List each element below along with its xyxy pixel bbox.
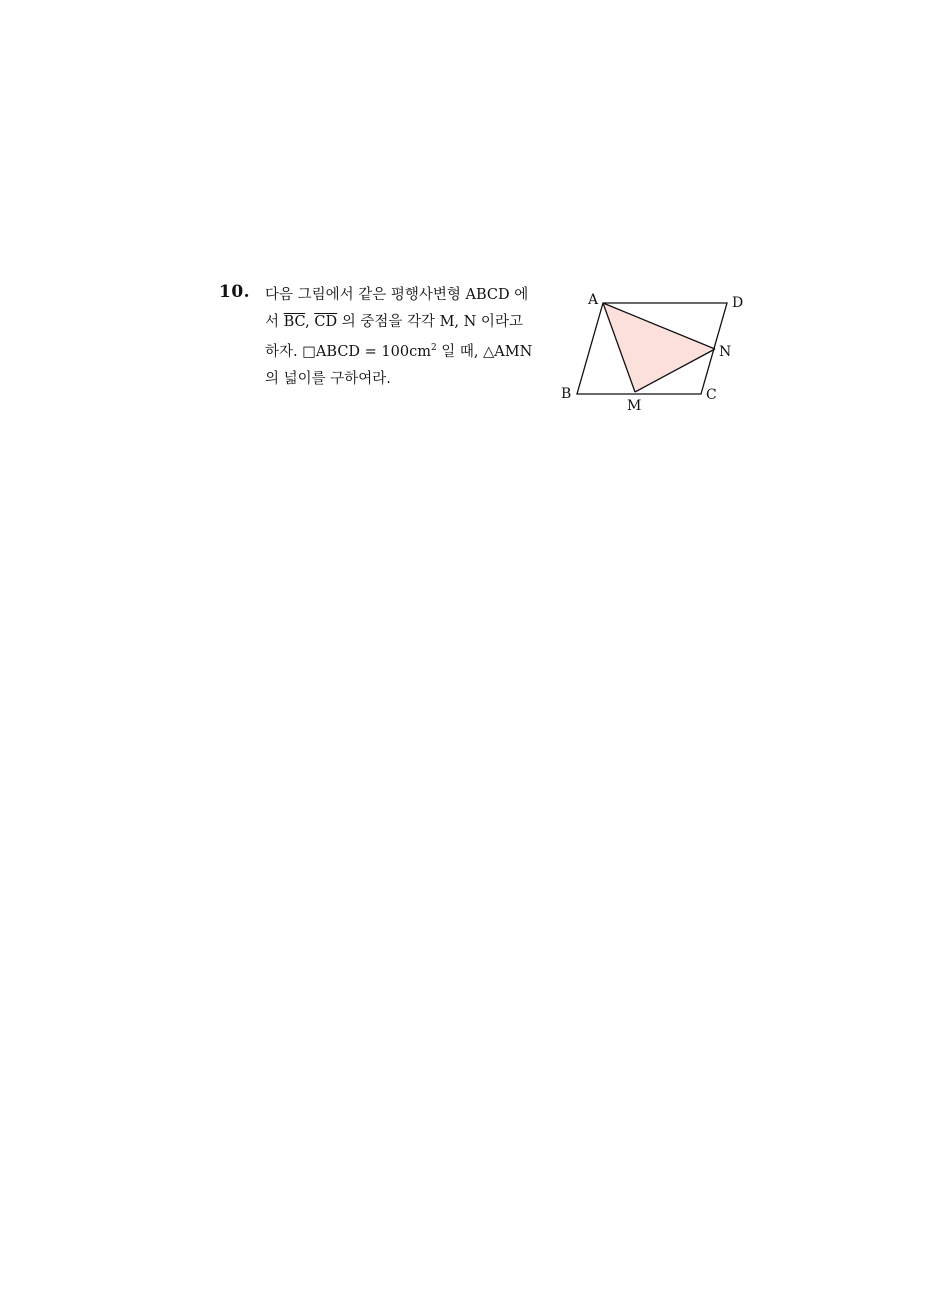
label-b: B xyxy=(561,386,572,402)
label-n: N xyxy=(719,344,732,360)
statement-text: , xyxy=(305,313,315,330)
statement-line-2 xyxy=(265,309,550,336)
label-d: D xyxy=(732,295,744,311)
segment-bc: $\overline{BC}$ xyxy=(283,313,306,330)
label-c: C xyxy=(706,387,717,403)
statement-text: 서 xyxy=(265,313,284,330)
exponent: 2 xyxy=(430,343,437,353)
segment-cd: $\overline{CD}$ xyxy=(314,313,338,330)
statement-line-4: 의 넓이를 구하여라. xyxy=(265,370,391,387)
statement-line-1: 다음 그림에서 같은 평행사변형 ABCD 에 xyxy=(265,287,529,303)
label-a: A xyxy=(588,292,599,308)
problem-statement xyxy=(265,282,550,392)
statement-text: 하자. □ABCD = 100cm xyxy=(265,344,431,360)
statement-text: 의 중점을 각각 M, N 이라고 xyxy=(337,313,523,330)
statement-line-3 xyxy=(265,335,550,366)
problem-number: 10. xyxy=(219,282,251,302)
statement-text: 일 때, △AMN xyxy=(436,344,533,360)
parallelogram-figure xyxy=(555,288,755,413)
label-m: M xyxy=(627,398,642,413)
